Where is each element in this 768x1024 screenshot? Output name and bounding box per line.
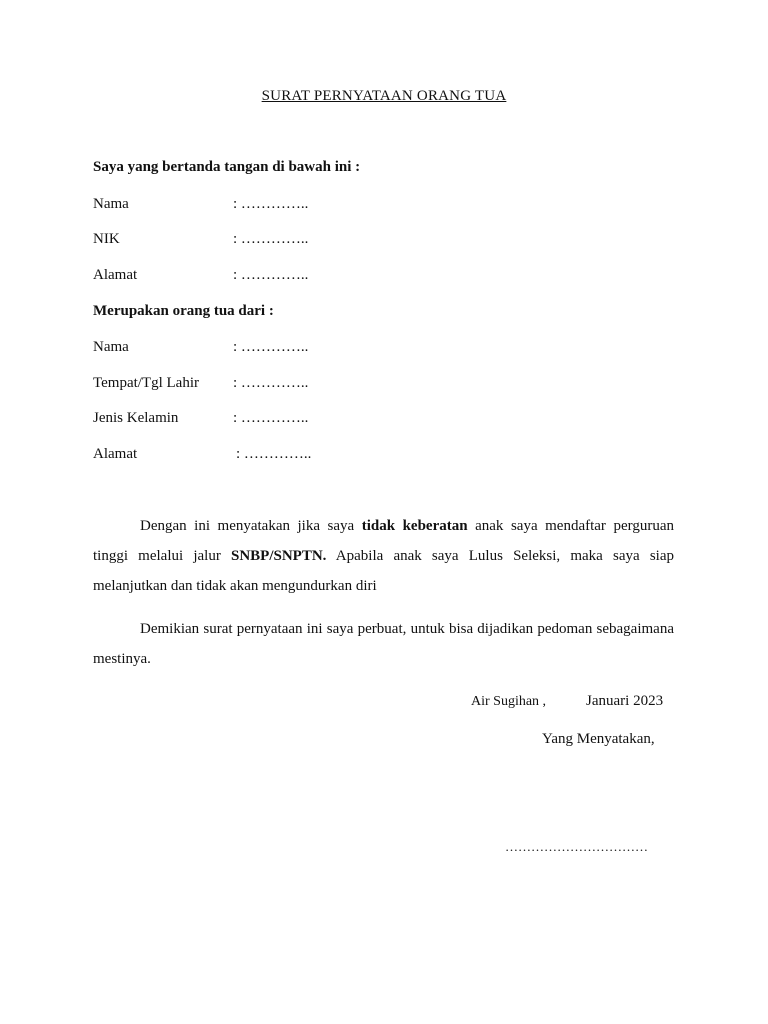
place-text: Air Sugihan , [471, 694, 547, 709]
child-birth-value: : ………….. [233, 375, 309, 391]
statement-bold-no-objection: tidak keberatan [361, 518, 468, 534]
parent-nik-value: : ………….. [233, 231, 309, 247]
child-address-value: : ………….. [236, 446, 312, 462]
statement-paragraph [93, 511, 674, 601]
child-address-label: Alamat [93, 446, 138, 462]
document-title: SURAT PERNYATAAN ORANG TUA [261, 88, 507, 104]
statement-part1: Dengan ini menyatakan jika saya [140, 518, 362, 534]
child-birth-label: Tempat/Tgl Lahir [93, 375, 199, 391]
intro-statement: Saya yang bertanda tangan di bawah ini : [93, 159, 361, 175]
child-name-label: Nama [93, 339, 129, 355]
closing-text: Demikian surat pernyataan ini saya perbuat, untuk bisa dijadikan pedoman sebagaimana mestinya. [93, 621, 674, 667]
closing-paragraph [93, 614, 674, 674]
statement-bold-route: SNBP/SNPTN. [231, 548, 327, 564]
parent-nik-label: NIK [93, 231, 120, 247]
date-text: Januari 2023 [586, 693, 664, 709]
parent-address-label: Alamat [93, 267, 138, 283]
child-name-value: : ………….. [233, 339, 309, 355]
signature-line: …………………………… [505, 839, 648, 854]
parent-name-label: Nama [93, 196, 129, 212]
child-gender-value: : ………….. [233, 410, 309, 426]
statement-part2: anak saya mendaftar perguruan tinggi melalui jalur [93, 518, 674, 564]
child-gender-label: Jenis Kelamin [93, 410, 179, 426]
signatory-label: Yang Menyatakan, [542, 731, 655, 747]
parent-name-value: : ………….. [233, 196, 309, 212]
parent-address-value: : ………….. [233, 267, 309, 283]
statement-part3: Apabila anak saya Lulus Seleksi, maka saya siap melanjutkan dan tidak akan mengundurkan diri [93, 548, 674, 594]
child-heading: Merupakan orang tua dari : [93, 303, 274, 319]
